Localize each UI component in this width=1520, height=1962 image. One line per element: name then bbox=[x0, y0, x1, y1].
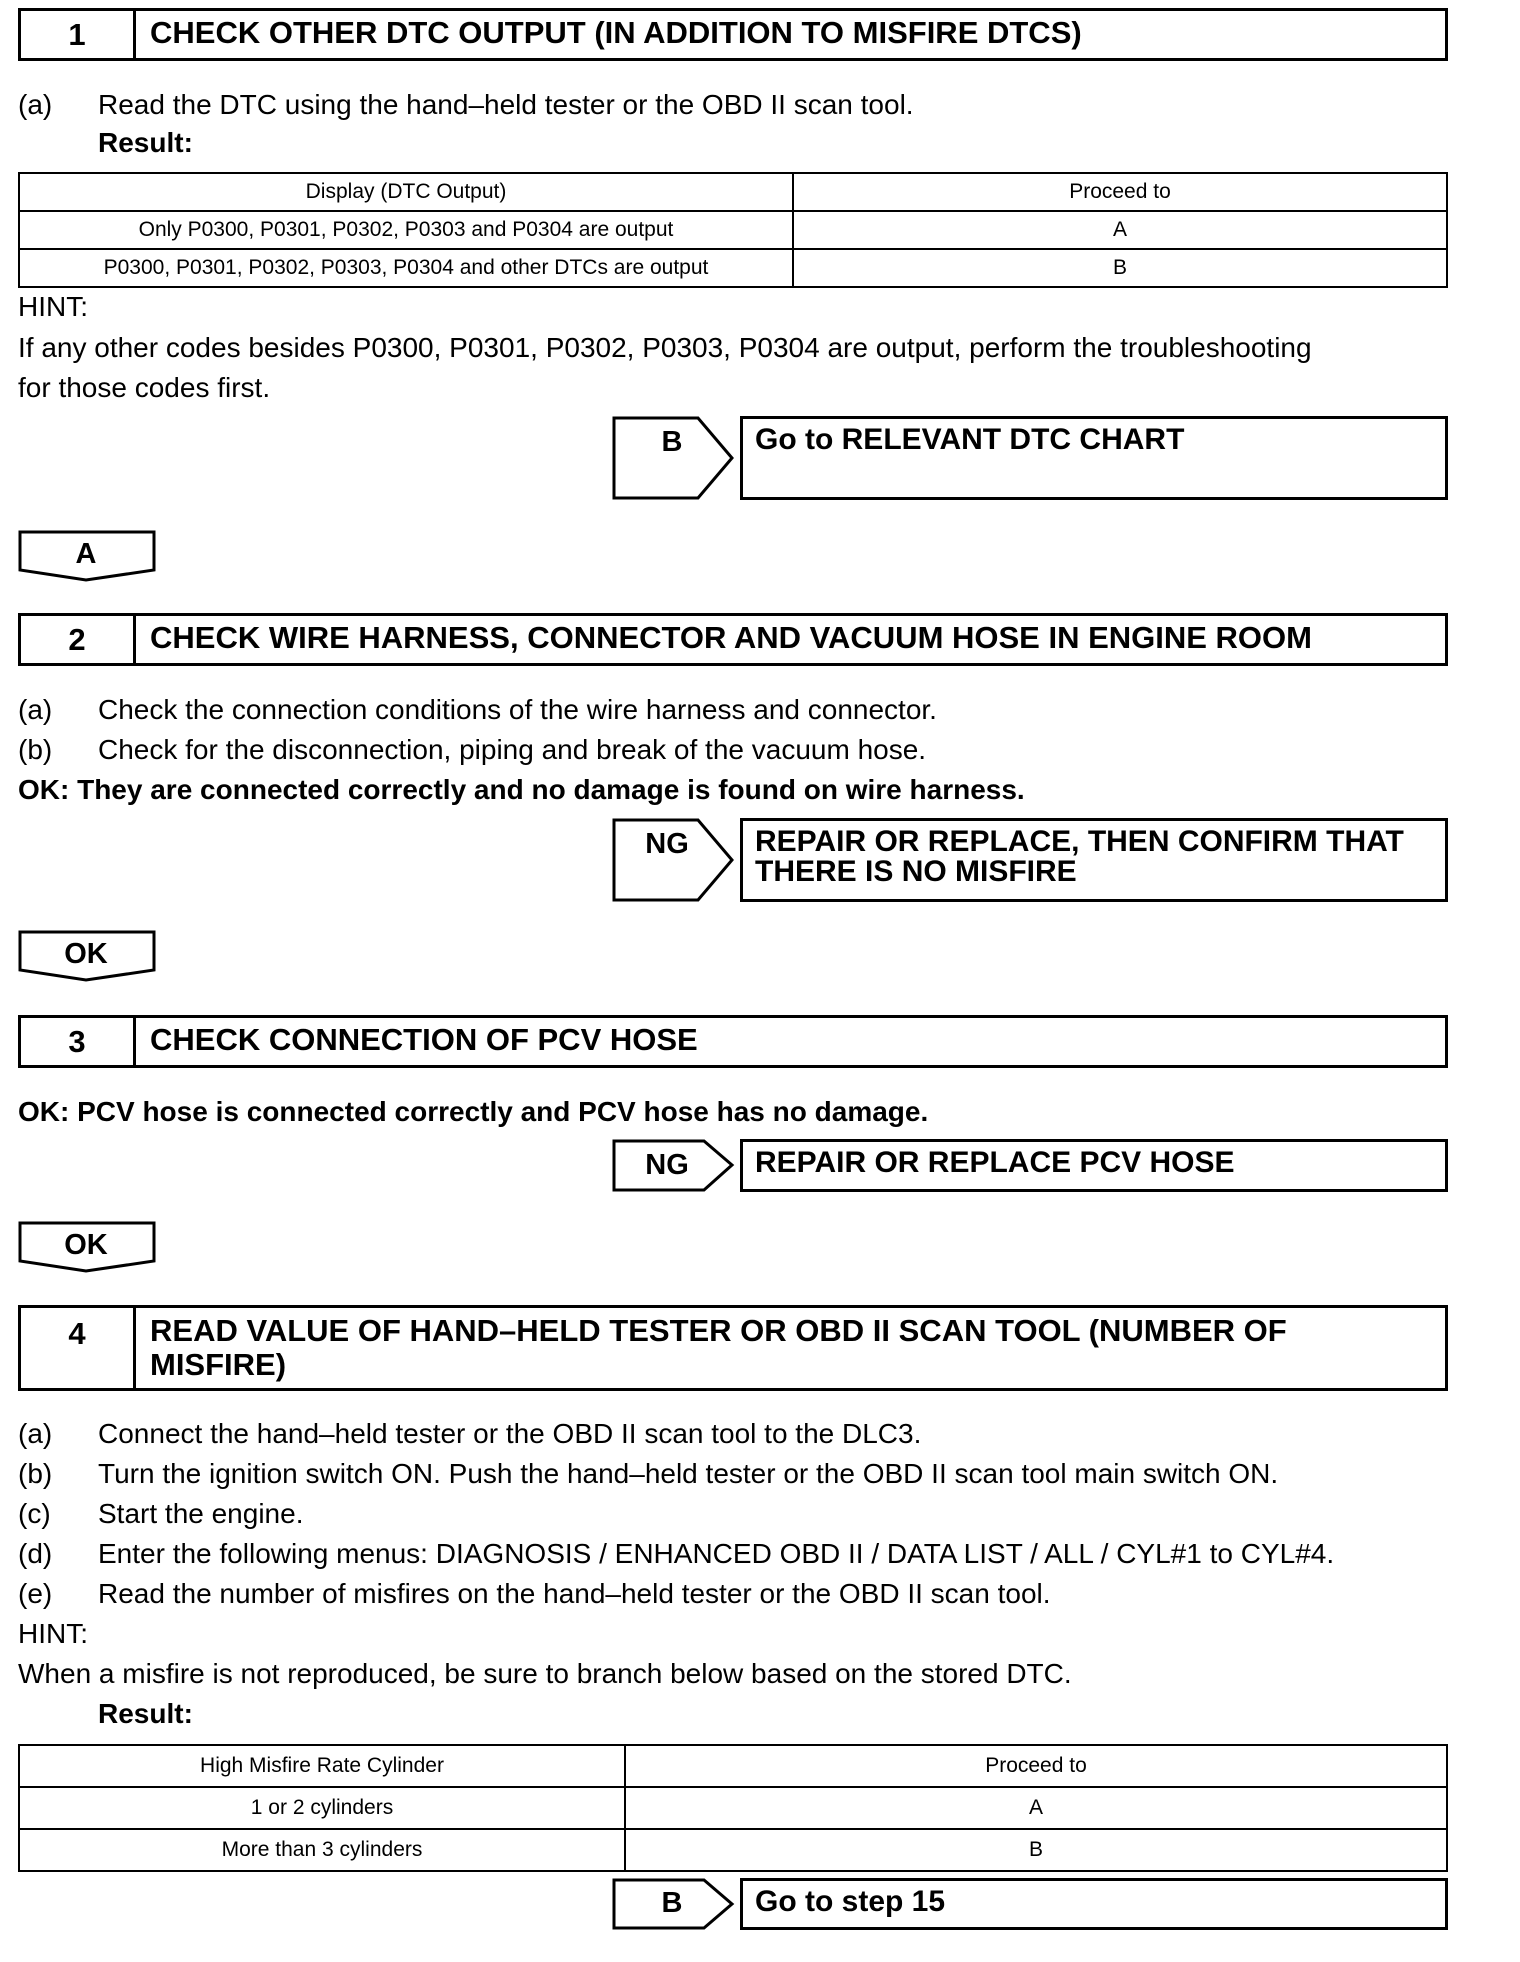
table-cell: More than 3 cylinders bbox=[19, 1829, 625, 1871]
item-label: (b) bbox=[18, 1458, 53, 1489]
step-title-line: READ VALUE OF HAND–HELD TESTER OR OBD II SCAN TOOL (NUMBER OF bbox=[150, 1313, 1287, 1348]
table-header: High Misfire Rate Cylinder bbox=[19, 1745, 625, 1787]
continue-label: OK bbox=[64, 1229, 108, 1261]
table-cell: P0300, P0301, P0302, P0303, P0304 and other DTCs are output bbox=[19, 249, 793, 287]
item-text: Connect the hand–held tester or the OBD II scan tool to the DLC3. bbox=[98, 1418, 922, 1449]
step-number: 4 bbox=[21, 1308, 136, 1388]
continue-label: A bbox=[75, 538, 97, 570]
item-label: (a) bbox=[18, 89, 53, 120]
branch-result bbox=[740, 818, 1448, 902]
branch-label: B bbox=[661, 1887, 683, 1919]
branch-label: NG bbox=[645, 1149, 689, 1181]
item-text: Check for the disconnection, piping and break of the vacuum hose. bbox=[98, 734, 927, 765]
branch-arrow[interactable] bbox=[612, 1139, 736, 1192]
step-4-header bbox=[18, 1305, 1448, 1391]
ok-condition: OK: PCV hose is connected correctly and PCV hose has no damage. bbox=[18, 1096, 929, 1127]
branch-label: NG bbox=[645, 828, 689, 860]
item-label: (a) bbox=[18, 1418, 53, 1449]
hint-text: When a misfire is not reproduced, be sure to branch below based on the stored DTC. bbox=[18, 1658, 1072, 1689]
result-table bbox=[18, 172, 1448, 288]
step-1-header bbox=[18, 8, 1448, 61]
hint-label: HINT: bbox=[18, 1618, 88, 1649]
result-label: Result: bbox=[98, 1698, 193, 1729]
branch-result-line: THERE IS NO MISFIRE bbox=[755, 855, 1077, 888]
step-2-header bbox=[18, 613, 1448, 666]
continue-label: OK bbox=[64, 938, 108, 970]
step-number: 2 bbox=[21, 616, 136, 663]
result-table bbox=[18, 1744, 1448, 1872]
table-header: Display (DTC Output) bbox=[19, 173, 793, 211]
item-text: Turn the ignition switch ON. Push the hand–held tester or the OBD II scan tool main switch ON. bbox=[98, 1458, 1279, 1489]
continue-tab[interactable] bbox=[18, 1221, 156, 1273]
item-text: Enter the following menus: DIAGNOSIS / ENHANCED OBD II / DATA LIST / ALL / CYL#1 to CYL#4. bbox=[98, 1538, 1335, 1569]
table-cell: B bbox=[625, 1829, 1447, 1871]
table-cell: A bbox=[625, 1787, 1447, 1829]
branch-result: Go to step 15 bbox=[740, 1878, 1448, 1930]
item-label: (b) bbox=[18, 734, 53, 765]
table-cell: 1 or 2 cylinders bbox=[19, 1787, 625, 1829]
branch-arrow[interactable] bbox=[612, 1878, 736, 1930]
hint-label: HINT: bbox=[18, 291, 88, 322]
table-cell: B bbox=[793, 249, 1447, 287]
step-title-line: MISFIRE) bbox=[150, 1347, 287, 1382]
item-label: (e) bbox=[18, 1578, 53, 1609]
step-title bbox=[136, 1308, 1445, 1388]
branch-label: B bbox=[661, 426, 683, 458]
step-number: 3 bbox=[21, 1018, 136, 1065]
branch-arrow[interactable] bbox=[612, 818, 736, 902]
hint-text: for those codes first. bbox=[18, 372, 271, 403]
item-label: (c) bbox=[18, 1498, 51, 1529]
table-header: Proceed to bbox=[793, 173, 1447, 211]
item-label: (d) bbox=[18, 1538, 53, 1569]
step-title: CHECK WIRE HARNESS, CONNECTOR AND VACUUM HOSE IN ENGINE ROOM bbox=[150, 620, 1312, 655]
continue-tab[interactable] bbox=[18, 930, 156, 982]
branch-result: REPAIR OR REPLACE PCV HOSE bbox=[740, 1139, 1448, 1192]
step-number: 1 bbox=[21, 11, 136, 58]
ok-condition: OK: They are connected correctly and no damage is found on wire harness. bbox=[18, 774, 1025, 805]
item-text: Read the DTC using the hand–held tester or the OBD II scan tool. bbox=[98, 89, 914, 120]
branch-result-line: REPAIR OR REPLACE, THEN CONFIRM THAT bbox=[755, 825, 1404, 858]
hint-text: If any other codes besides P0300, P0301, P0302, P0303, P0304 are output, perform the troubleshooting bbox=[18, 332, 1312, 363]
result-label: Result: bbox=[98, 127, 193, 158]
table-header: Proceed to bbox=[625, 1745, 1447, 1787]
continue-tab[interactable] bbox=[18, 530, 156, 582]
step-title: CHECK CONNECTION OF PCV HOSE bbox=[150, 1022, 698, 1057]
table-cell: A bbox=[793, 211, 1447, 249]
branch-result: Go to RELEVANT DTC CHART bbox=[740, 416, 1448, 500]
step-3-header bbox=[18, 1015, 1448, 1068]
item-text: Start the engine. bbox=[98, 1498, 304, 1529]
item-text: Read the number of misfires on the hand–held tester or the OBD II scan tool. bbox=[98, 1578, 1051, 1609]
table-cell: Only P0300, P0301, P0302, P0303 and P0304 are output bbox=[19, 211, 793, 249]
branch-arrow[interactable] bbox=[612, 416, 736, 500]
step-title: CHECK OTHER DTC OUTPUT (IN ADDITION TO MISFIRE DTCS) bbox=[150, 15, 1082, 50]
item-label: (a) bbox=[18, 694, 53, 725]
item-text: Check the connection conditions of the wire harness and connector. bbox=[98, 694, 937, 725]
